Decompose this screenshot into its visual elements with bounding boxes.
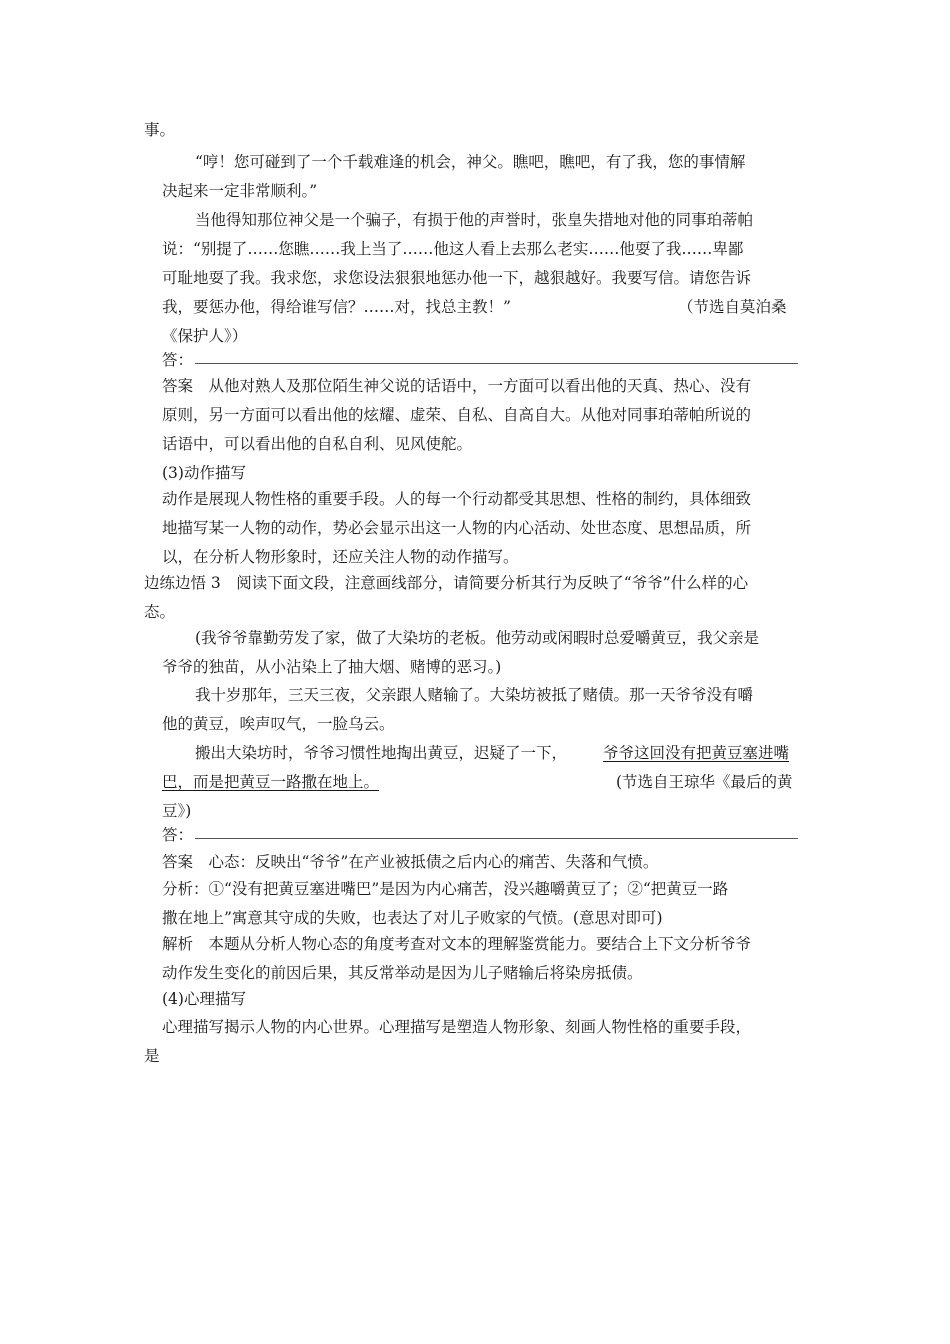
text-line: 态。 [144,603,176,621]
text-line: 动作是展现人物性格的重要手段。人的每一个行动都受其思想、性格的制约，具体细致 [162,490,752,508]
text-line: 他的黄豆，唉声叹气，一脸乌云。 [162,715,395,733]
source-citation: （节选自莫泊桑 [678,298,787,316]
underlined-text: 巴，而是把黄豆一路撒在地上。 [162,773,380,791]
answer-label: 答： [162,826,194,844]
section-heading: (4)心理描写 [162,990,246,1008]
text-line: 心理描写揭示人物的内心世界。心理描写是塑造人物形象、刻画人物性格的重要手段， [162,1018,752,1036]
source-citation: (节选自王琼华《最后的黄 [616,773,793,791]
text-line: 解析 本题从分析人物心态的角度考查对文本的理解鉴赏能力。要结合上下文分析爷爷 [162,935,752,953]
text-line: 我，要惩办他，得给谁写信？……对，找总主教！” [162,298,511,316]
text-line: 事。 [144,121,176,139]
text-line: 动作发生变化的前因后果，其反常举动是因为儿子赌输后将染房抵债。 [162,964,643,982]
answer-blank-line [195,363,798,364]
answer-label: 答： [162,351,194,369]
text-line: 说：“别提了……您瞧……我上当了……他这人看上去那么老实……他耍了我……卑鄙 [162,240,744,258]
text-line: 以，在分析人物形象时，还应关注人物的动作描写。 [162,548,519,566]
text-line: 话语中，可以看出他的自私自利、见风使舵。 [162,435,473,453]
text-line: 决起来一定非常顺利。” [162,182,318,200]
text-line: 分析：①“没有把黄豆塞进嘴巴”是因为内心痛苦，没兴趣嚼黄豆了；②“把黄豆一路 [162,880,729,898]
text-line: 可耻地耍了我。我求您，求您设法狠狠地惩办他一下，越狠越好。我要写信。请您告诉 [162,269,752,287]
answer-blank-line [195,838,798,839]
text-line: 豆》) [162,802,192,820]
section-heading: (3)动作描写 [162,464,246,482]
text-line: “哼！您可碰到了一个千载难逢的机会，神父。瞧吧，瞧吧，有了我，您的事情解 [195,153,746,171]
text-line: 地描写某一人物的动作，势必会显示出这一人物的内心活动、处世态度、思想品质，所 [162,519,752,537]
text-line: 撒在地上”寓意其守成的失败，也表达了对儿子败家的气愤。(意思对即可) [162,909,663,927]
text-line: 原则，另一方面可以看出他的炫耀、虚荣、自私、自高自大。从他对同事珀蒂帕所说的 [162,406,752,424]
text-line: 搬出大染坊时，爷爷习惯性地掏出黄豆，迟疑了一下， [195,744,568,762]
text-line: 当他得知那位神父是一个骗子，有损于他的声誉时，张皇失措地对他的同事珀蒂帕 [195,211,754,229]
underlined-text: 爷爷这回没有把黄豆塞进嘴 [603,744,790,762]
text-line: 《保护人》） [162,327,248,345]
text-line: 答案 心态：反映出“爷爷”在产业被抵债之后内心的痛苦、失落和气愤。 [162,853,659,871]
text-line: 爷爷的独苗，从小沾染上了抽大烟、赌博的恶习。) [162,658,502,676]
text-line: 我十岁那年，三天三夜，父亲跟人赌输了。大染坊被抵了赌债。那一天爷爷没有嚼 [195,686,754,704]
exercise-prompt: 边练边悟 3 阅读下面文段，注意画线部分，请简要分析其行为反映了“爷爷”什么样的心 [144,574,749,592]
text-line: 是 [144,1047,160,1065]
text-line: 答案 从他对熟人及那位陌生神父说的话语中，一方面可以看出他的天真、热心、没有 [162,377,752,395]
text-line: (我爷爷靠勤劳发了家，做了大染坊的老板。他劳动或闲暇时总爱嚼黄豆，我父亲是 [195,629,760,647]
